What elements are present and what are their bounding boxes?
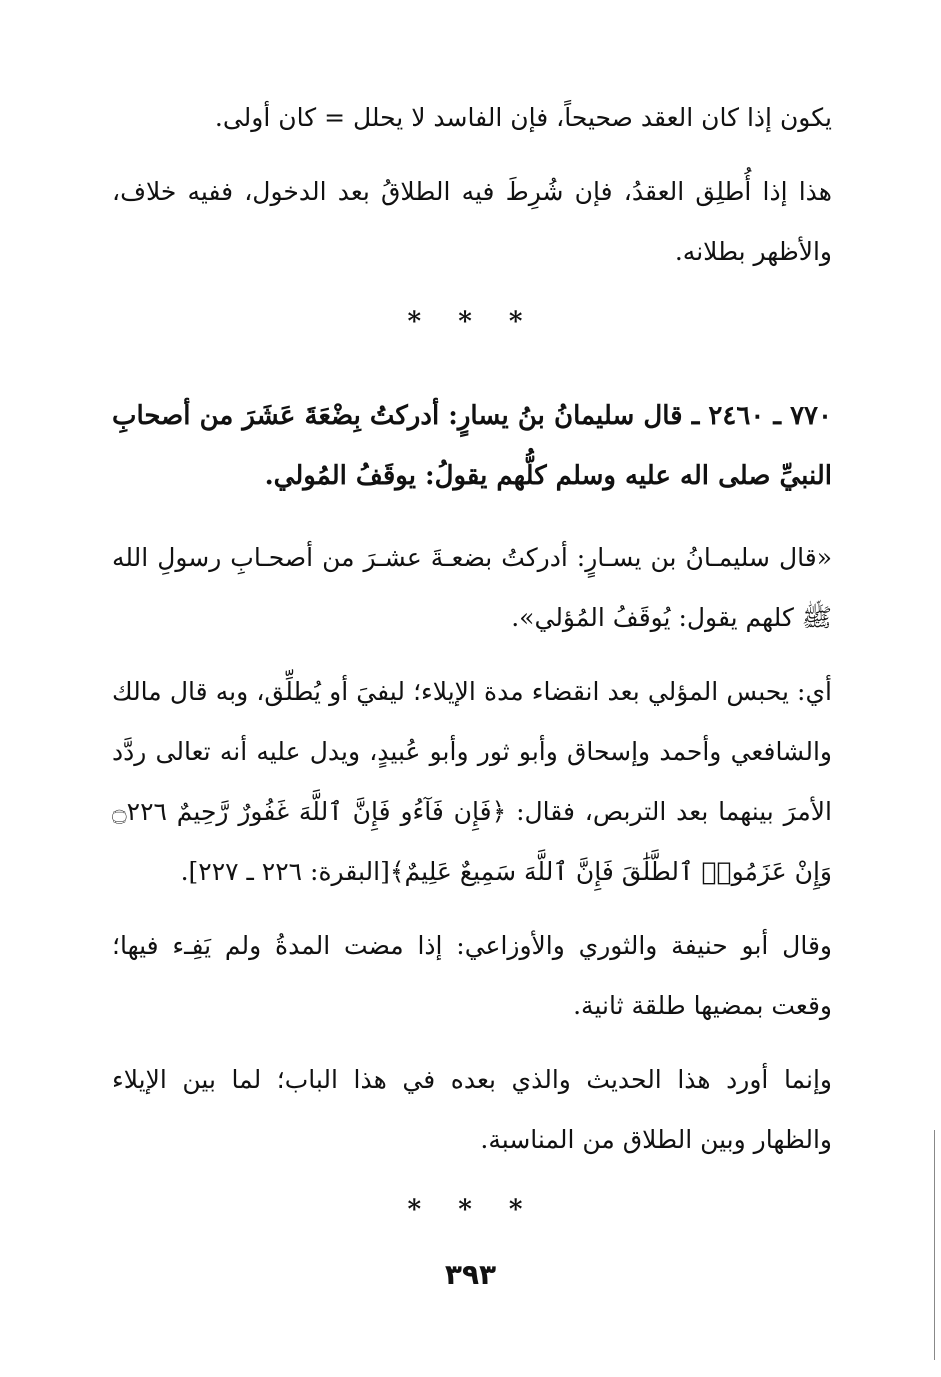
commentary-paragraph-3: وقال أبو حنيفة والثوري والأوزاعي: إذا مضت المدةُ ولم يَفِـء فيها؛ وقعت بمضيها طلقة ثانية. [112,931,832,1020]
paragraph-top-2: هذا إذا أُطلِق العقدُ، فإن شُرِطَ فيه الطلاقُ بعد الدخول، ففيه خلاف، والأظهر بطلانه. [112,177,832,266]
page-edge-line [934,1130,935,1360]
commentary-paragraph-4: وإنما أورد هذا الحديث والذي بعده في هذا الباب؛ لما بين الإيلاء والظهار وبين الطلاق من المناسبة. [112,1065,832,1154]
hadith-heading: ٧٧٠ ـ ٢٤٦٠ ـ قال سليمانُ بنُ يسارٍ: أدركتُ بِضْعَةَ عَشَرَ من أصحابِ النبيِّ صلى اله عليه وسلم كلُّهم يقولُ: يوقَفُ المُولي. [112,401,832,491]
commentary-paragraph-2: أي: يحبس المؤلي بعد انقضاء مدة الإيلاء؛ ليفيَ أو يُطلِّق، وبه قال مالك والشافعي وأحمد وإسحاق وأبو ثور وأبو عُبيدٍ، ويدل عليه أنه تعالى ردَّد الأمرَ بينهما بعد التربص، فقال: ﴿فَإِن فَآءُو فَإِنَّ ٱللَّهَ غَفُورٌ رَّحِيمٌ ۝٢٢٦ وَإِنْ عَزَمُوا۟ ٱلطَّلَٰقَ فَإِنَّ ٱللَّهَ سَمِيعٌ عَلِيمٌ﴾[البقرة: ٢٢٦ ـ ٢٢٧]. [112,677,832,886]
spacer [112,648,832,662]
commentary-paragraph-1: «قال سليمـانُ بن يسـارٍ: أدركتُ بضعـةَ عشـرَ من أصحـابِ رسولِ الله ﷺ كلهم يقول: يُوقَفُ المُؤلي». [112,543,832,632]
page-number: ٣٩٣ [444,1258,497,1291]
section-separator: * * * [407,307,537,337]
spacer [112,902,832,916]
paragraph-top-1: يكون إذا كان العقد صحيحاً، فإن الفاسد لا يحلل = كان أولى. [214,103,832,132]
spacer [112,148,832,162]
section-separator-end: * * * [407,1195,537,1225]
spacer [112,1036,832,1050]
page-body [112,88,832,1274]
